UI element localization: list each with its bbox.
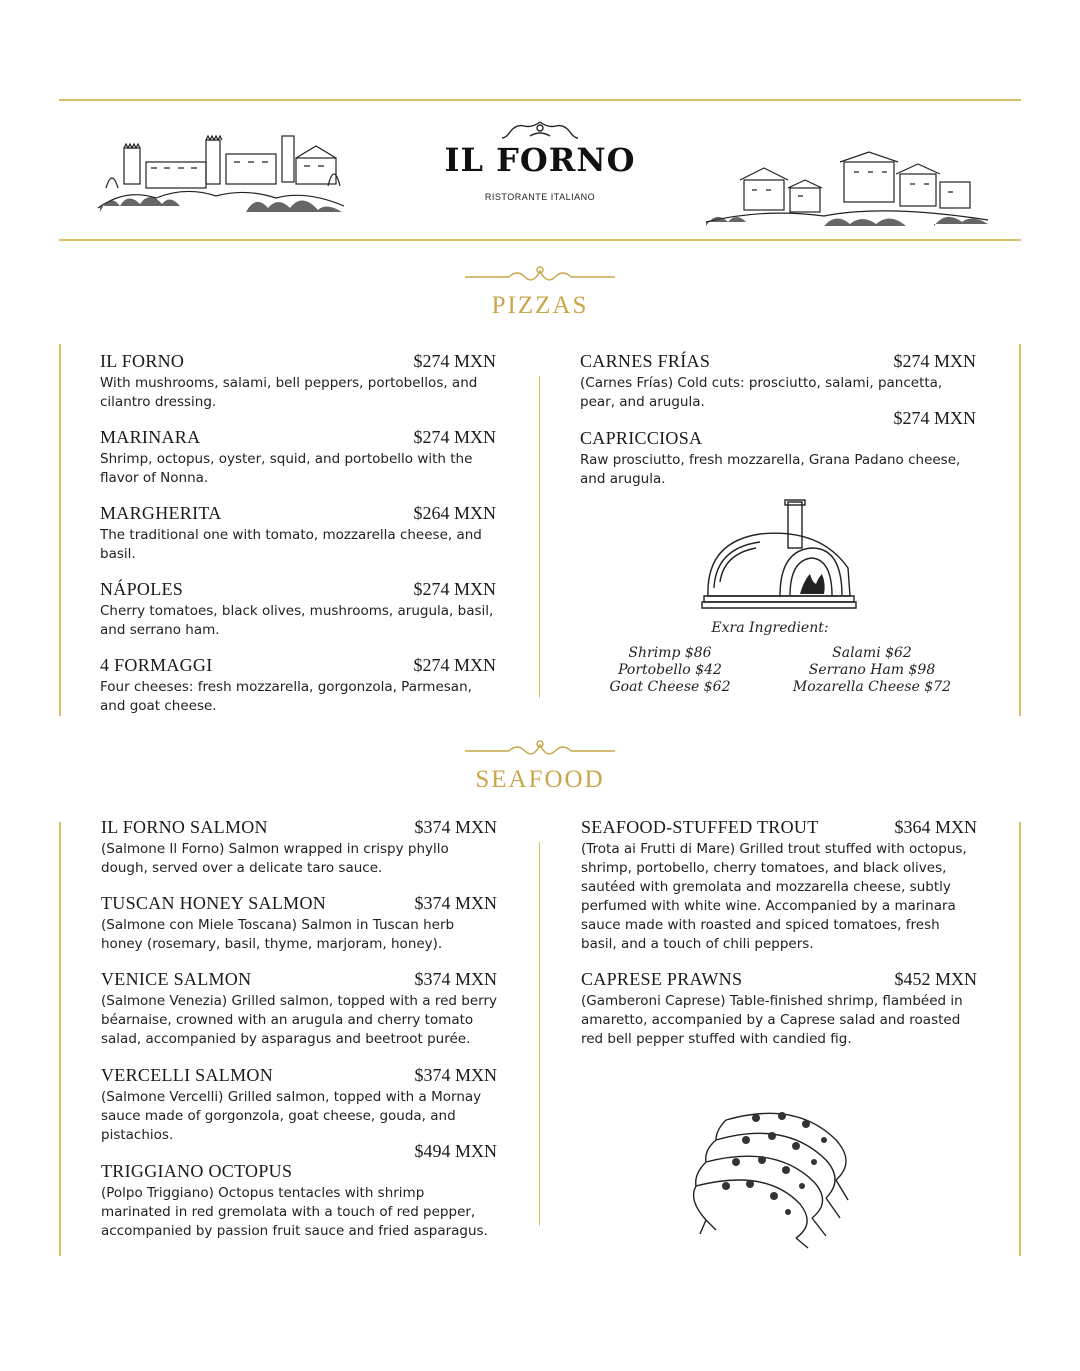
item-name: IL FORNO SALMON [101,817,268,837]
header-bottom-rule [59,239,1021,241]
restaurant-logo [440,120,640,225]
item-price: $494 MXN [414,1141,497,1161]
extra-item: Portobello $42 [618,662,722,678]
menu-item [101,1141,497,1241]
menu-item [101,969,497,1049]
extra-ingredients-col1 [590,645,750,696]
item-name: CAPRICCIOSA [580,428,703,448]
item-price: $452 MXN [894,969,977,989]
item-name: VERCELLI SALMON [101,1065,273,1085]
item-price: $274 MXN [893,351,976,371]
item-description: The traditional one with tomato, mozzarella cheese, and basil. [100,527,482,562]
section-title-pizzas: PIZZAS [491,292,589,319]
item-price: $374 MXN [414,893,497,913]
item-name: TUSCAN HONEY SALMON [101,893,327,913]
menu-item [100,427,496,488]
item-description: (Trota ai Frutti di Mare) Grilled trout stuffed with octopus, shrimp, portobello, cherry tomatoes, and black olives, sautéed with gremolata and mozzarella cheese, subtly perfumed with white wine. Accompanied by a marinara sauce made with roasted and spiced tomatoes, fresh basil, and a touch of chili peppers. [581,841,967,952]
menu-item [101,1065,497,1145]
menu-item [101,893,497,954]
item-price: $274 MXN [893,408,976,428]
item-name: IL FORNO [100,351,185,371]
item-name: SEAFOOD-STUFFED TROUT [581,817,819,837]
logo-title: IL FORNO [444,141,636,179]
item-price: $364 MXN [894,817,977,837]
item-description: Four cheeses: fresh mozzarella, gorgonzola, Parmesan, and goat cheese. [100,679,472,714]
item-price: $274 MXN [413,655,496,675]
extra-ingredients-col2 [786,645,958,696]
item-description: (Salmone Vercelli) Grilled salmon, topped with a Mornay sauce made of gorgonzola, goat cheese, gouda, and pistachios. [101,1089,482,1143]
pizzas-left-rule [59,344,61,716]
menu-item [101,817,497,878]
village-right-illustration [704,150,990,228]
item-price: $374 MXN [414,969,497,989]
item-name: VENICE SALMON [101,969,252,989]
item-description: (Carnes Frías) Cold cuts: prosciutto, salami, pancetta, pear, and arugula. [580,375,943,410]
extra-item: Shrimp $86 [628,645,712,661]
shrimp-illustration [686,1100,868,1250]
item-description: Raw prosciutto, fresh mozzarella, Grana Padano cheese, and arugula. [580,452,961,487]
castle-left-illustration [96,128,346,218]
section-title-seafood: SEAFOOD [475,766,605,793]
item-description: (Salmone con Miele Toscana) Salmon in Tuscan herb honey (rosemary, basil, thyme, marjoram, honey). [101,917,455,952]
item-price: $274 MXN [413,351,496,371]
menu-item [581,817,977,954]
seafood-left-rule [59,822,61,1256]
extra-item: Serrano Ham $98 [808,662,936,678]
menu-item [100,655,496,716]
extra-ingredients-title: Exra Ingredient: [711,620,829,636]
item-name: 4 FORMAGGI [100,655,213,675]
item-price: $264 MXN [413,503,496,523]
menu-item [100,579,496,640]
menu-item [100,503,496,564]
item-description: (Salmone Il Forno) Salmon wrapped in crispy phyllo dough, served over a delicate taro sauce. [101,841,449,876]
logo-crown-ornament [500,120,580,142]
item-name: CARNES FRÍAS [580,351,711,371]
extra-item: Salami $62 [832,645,912,661]
item-price: $374 MXN [414,817,497,837]
pizza-oven-illustration [700,498,860,612]
divider-ornament [463,264,617,286]
extra-item: Goat Cheese $62 [609,679,731,695]
divider-ornament [463,738,617,760]
menu-item [580,351,976,412]
item-name: MARINARA [100,427,201,447]
item-price: $274 MXN [413,579,496,599]
item-description: Shrimp, octopus, oyster, squid, and portobello with the flavor of Nonna. [100,451,473,486]
item-description: (Salmone Venezia) Grilled salmon, topped with a red berry béarnaise, crowned with an arugula and cherry tomato salad, accompanied by asparagus and beetroot purée. [101,993,497,1047]
item-description: Cherry tomatoes, black olives, mushrooms, arugula, basil, and serrano ham. [100,603,494,638]
top-rule [59,99,1021,101]
item-price: $274 MXN [413,427,496,447]
seafood-right-rule [1019,822,1021,1256]
logo-subtitle: RISTORANTE ITALIANO [484,192,596,202]
menu-item [581,969,977,1049]
seafood-center-rule [539,842,540,1226]
item-name: NÁPOLES [100,579,184,599]
pizzas-right-rule [1019,344,1021,716]
item-price: $374 MXN [414,1065,497,1085]
item-description: (Polpo Triggiano) Octopus tentacles with shrimp marinated in red gremolata with a touch of red pepper, accompanied by passion fruit sauce and fried asparagus. [101,1185,488,1239]
item-name: CAPRESE PRAWNS [581,969,743,989]
item-description: With mushrooms, salami, bell peppers, portobellos, and cilantro dressing. [100,375,478,410]
menu-item [100,351,496,412]
item-description: (Gamberoni Caprese) Table-finished shrimp, flambéed in amaretto, accompanied by a Caprese salad and roasted red bell pepper stuffed with candied fig. [581,993,963,1047]
item-name: MARGHERITA [100,503,222,523]
item-name: TRIGGIANO OCTOPUS [101,1161,293,1181]
pizzas-center-rule [539,376,540,698]
menu-item [580,408,976,489]
extra-item: Mozarella Cheese $72 [792,679,952,695]
